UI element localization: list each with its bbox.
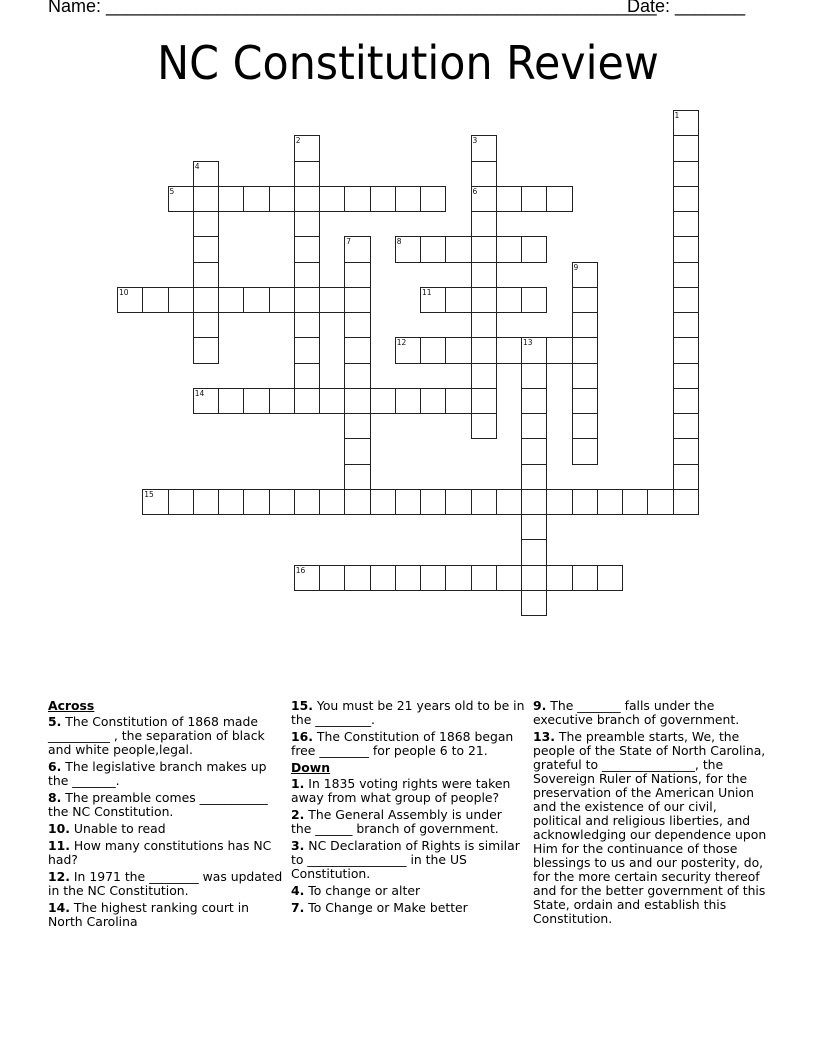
grid-cell[interactable]: [673, 489, 699, 515]
clue-number: 4: [194, 161, 200, 171]
clue-across-8: 8. The preamble comes ___________ the NC Constitution.: [48, 790, 268, 819]
grid-cell[interactable]: [673, 337, 699, 363]
grid-cell[interactable]: [395, 186, 421, 212]
grid-cell[interactable]: [294, 312, 320, 338]
grid-cell[interactable]: [521, 363, 547, 389]
grid-cell[interactable]: [445, 337, 471, 363]
grid-cell[interactable]: [521, 236, 547, 262]
grid-cell[interactable]: [521, 186, 547, 212]
grid-cell[interactable]: [344, 312, 370, 338]
grid-cell[interactable]: [294, 186, 320, 212]
clue-down-2: 2. The General Assembly is under the ______ branch of government.: [291, 807, 502, 836]
grid-cell[interactable]: [319, 489, 345, 515]
grid-cell[interactable]: [142, 287, 168, 313]
grid-cell[interactable]: [370, 388, 396, 414]
grid-cell[interactable]: [344, 388, 370, 414]
grid-cell[interactable]: [521, 590, 547, 616]
grid-cell[interactable]: [218, 388, 244, 414]
grid-cell[interactable]: [193, 262, 219, 288]
grid-cell[interactable]: [572, 388, 598, 414]
grid-cell[interactable]: [243, 388, 269, 414]
grid-cell[interactable]: [370, 186, 396, 212]
clues-column-2: [291, 699, 525, 918]
clue-number: 14: [194, 388, 205, 398]
clue-number: 16: [295, 565, 306, 575]
grid-cell[interactable]: [344, 236, 370, 262]
grid-cell[interactable]: [572, 489, 598, 515]
grid-cell[interactable]: [294, 489, 320, 515]
grid-cell[interactable]: [445, 287, 471, 313]
grid-cell[interactable]: [420, 489, 446, 515]
grid-cell[interactable]: [142, 489, 168, 515]
grid-cell[interactable]: [294, 135, 320, 161]
grid-cell[interactable]: [471, 312, 497, 338]
clue-across-12: 12. In 1971 the ________ was updated in the NC Constitution.: [48, 869, 283, 898]
grid-cell[interactable]: [243, 489, 269, 515]
grid-cell[interactable]: [471, 413, 497, 439]
clue-number: 5: [169, 186, 175, 196]
grid-cell[interactable]: [572, 337, 598, 363]
grid-cell[interactable]: [546, 489, 572, 515]
grid-cell[interactable]: [471, 211, 497, 237]
date-field[interactable]: Date: _______: [627, 0, 746, 16]
grid-cell[interactable]: [445, 236, 471, 262]
clue-across-16: 16. The Constitution of 1868 began free ________ for people 6 to 21.: [291, 729, 514, 758]
grid-cell[interactable]: [218, 186, 244, 212]
grid-cell[interactable]: [471, 363, 497, 389]
grid-cell[interactable]: [168, 489, 194, 515]
grid-cell[interactable]: [572, 413, 598, 439]
grid-cell[interactable]: [546, 565, 572, 591]
clue-across-10: 10. Unable to read: [48, 821, 166, 836]
grid-cell[interactable]: [572, 262, 598, 288]
clue-number: 6: [472, 186, 478, 196]
grid-cell[interactable]: [546, 186, 572, 212]
grid-cell[interactable]: [521, 413, 547, 439]
grid-cell[interactable]: [496, 186, 522, 212]
grid-cell[interactable]: [521, 287, 547, 313]
clue-down-4: 4. To change or alter: [291, 883, 421, 898]
grid-cell[interactable]: [344, 489, 370, 515]
clue-number: 7: [346, 237, 352, 247]
grid-cell[interactable]: [193, 211, 219, 237]
grid-cell[interactable]: [344, 337, 370, 363]
grid-cell[interactable]: [344, 413, 370, 439]
grid-cell[interactable]: [471, 489, 497, 515]
grid-cell[interactable]: [344, 262, 370, 288]
name-field[interactable]: Name: _______________________________________________________: [48, 0, 657, 16]
grid-cell[interactable]: [496, 337, 522, 363]
grid-cell[interactable]: [193, 236, 219, 262]
clues-column-3: [533, 699, 769, 929]
grid-cell[interactable]: [673, 161, 699, 187]
grid-cell[interactable]: [420, 388, 446, 414]
down-heading: Down: [291, 760, 331, 775]
grid-cell[interactable]: [294, 262, 320, 288]
grid-cell[interactable]: [471, 262, 497, 288]
clue-number: 1: [674, 111, 680, 120]
grid-cell[interactable]: [420, 186, 446, 212]
clue-number: 12: [396, 338, 407, 348]
grid-cell[interactable]: [420, 337, 446, 363]
grid-cell[interactable]: [269, 186, 295, 212]
clue-down-7: 7. To Change or Make better: [291, 900, 468, 915]
grid-cell[interactable]: [117, 287, 143, 313]
grid-cell[interactable]: [344, 186, 370, 212]
grid-cell[interactable]: [168, 287, 194, 313]
grid-cell[interactable]: [344, 464, 370, 490]
grid-cell[interactable]: [546, 337, 572, 363]
clue-across-11: 11. How many constitutions has NC had?: [48, 838, 272, 867]
grid-cell[interactable]: [572, 565, 598, 591]
grid-cell[interactable]: [319, 287, 345, 313]
grid-cell[interactable]: [294, 211, 320, 237]
grid-cell[interactable]: [243, 186, 269, 212]
clue-down-13: 13. The preamble starts, We, the people of the State of North Carolina, grateful to _______________, the Sovereign Ruler of Nations, for the preservation of the American Union and the existence of our civil, political and religious liberties, and acknowledging our dependence upon Him for the continuance of those blessings to us and our posterity, do, for the more certain security thereof and for the better government of this State, ordain and establish this Constitution.: [533, 729, 767, 926]
clue-down-9: 9. The _______ falls under the executive branch of government.: [533, 698, 740, 727]
grid-cell[interactable]: [193, 312, 219, 338]
grid-cell[interactable]: [243, 287, 269, 313]
grid-cell[interactable]: [193, 489, 219, 515]
grid-cell[interactable]: [471, 565, 497, 591]
clue-number: 9: [573, 262, 579, 272]
grid-cell[interactable]: [521, 464, 547, 490]
page-title: NC Constitution Review: [157, 36, 659, 90]
clue-number: 3: [472, 136, 478, 146]
grid-cell[interactable]: [269, 489, 295, 515]
grid-cell[interactable]: [673, 312, 699, 338]
grid-cell[interactable]: [395, 236, 421, 262]
clue-number: 8: [396, 237, 402, 247]
grid-cell[interactable]: [521, 539, 547, 565]
grid-cell[interactable]: [647, 489, 673, 515]
grid-cell[interactable]: [471, 186, 497, 212]
clue-down-3: 3. NC Declaration of Rights is similar to ________________ in the US Constitution.: [291, 838, 520, 881]
grid-cell[interactable]: [269, 388, 295, 414]
grid-cell[interactable]: [344, 438, 370, 464]
grid-cell[interactable]: [395, 337, 421, 363]
grid-cell[interactable]: [597, 489, 623, 515]
clue-across-15: 15. You must be 21 years old to be in the _________.: [291, 698, 525, 727]
grid-cell[interactable]: [395, 388, 421, 414]
grid-cell[interactable]: [521, 438, 547, 464]
grid-cell[interactable]: [395, 565, 421, 591]
grid-cell[interactable]: [344, 363, 370, 389]
grid-cell[interactable]: [471, 236, 497, 262]
clue-number: 13: [523, 338, 533, 348]
grid-cell[interactable]: [471, 337, 497, 363]
grid-cell[interactable]: [294, 236, 320, 262]
grid-cell[interactable]: [471, 161, 497, 187]
grid-cell[interactable]: [294, 287, 320, 313]
grid-cell[interactable]: [420, 236, 446, 262]
grid-cell[interactable]: [420, 565, 446, 591]
grid-cell[interactable]: [370, 489, 396, 515]
grid-cell[interactable]: [471, 135, 497, 161]
grid-cell[interactable]: [218, 489, 244, 515]
grid-cell[interactable]: [521, 337, 547, 363]
grid-cell[interactable]: [521, 514, 547, 540]
grid-cell[interactable]: [344, 565, 370, 591]
grid-cell[interactable]: [673, 413, 699, 439]
clue-across-5: 5. The Constitution of 1868 made __________ , the separation of black and white people,legal.: [48, 714, 265, 757]
grid-cell[interactable]: [673, 363, 699, 389]
grid-cell[interactable]: [269, 287, 295, 313]
grid-cell[interactable]: [673, 110, 699, 136]
grid-cell[interactable]: [673, 438, 699, 464]
clue-number: 10: [119, 287, 129, 297]
grid-cell[interactable]: [572, 312, 598, 338]
grid-cell[interactable]: [395, 489, 421, 515]
clue-number: 11: [422, 287, 432, 297]
clues-column-1: [48, 699, 284, 932]
grid-cell[interactable]: [193, 287, 219, 313]
clue-number: 2: [295, 136, 301, 146]
grid-cell[interactable]: [572, 363, 598, 389]
grid-cell[interactable]: [673, 287, 699, 313]
grid-cell[interactable]: [294, 337, 320, 363]
grid-cell[interactable]: [673, 186, 699, 212]
grid-cell[interactable]: [673, 236, 699, 262]
clue-number: 15: [144, 489, 154, 499]
across-heading: Across: [48, 698, 95, 713]
clue-across-6: 6. The legislative branch makes up the _______.: [48, 759, 267, 788]
grid-cell[interactable]: [168, 186, 194, 212]
grid-cell[interactable]: [521, 489, 547, 515]
grid-cell[interactable]: [445, 489, 471, 515]
grid-cell[interactable]: [294, 363, 320, 389]
grid-cell[interactable]: [370, 565, 396, 591]
grid-cell[interactable]: [193, 161, 219, 187]
grid-cell[interactable]: [496, 489, 522, 515]
grid-cell[interactable]: [496, 565, 522, 591]
grid-cell[interactable]: [471, 287, 497, 313]
grid-cell[interactable]: [496, 236, 522, 262]
grid-cell[interactable]: [344, 287, 370, 313]
grid-cell[interactable]: [673, 388, 699, 414]
grid-cell[interactable]: [521, 388, 547, 414]
grid-cell[interactable]: [521, 565, 547, 591]
grid-cell[interactable]: [622, 489, 648, 515]
grid-cell[interactable]: [572, 287, 598, 313]
grid-cell[interactable]: [673, 464, 699, 490]
grid-cell[interactable]: [294, 388, 320, 414]
grid-cell[interactable]: [445, 388, 471, 414]
grid-cell[interactable]: [445, 565, 471, 591]
grid-cell[interactable]: [218, 287, 244, 313]
clue-down-1: 1. In 1835 voting rights were taken away from what group of people?: [291, 776, 511, 805]
grid-cell[interactable]: [193, 388, 219, 414]
grid-cell[interactable]: [319, 388, 345, 414]
grid-cell[interactable]: [597, 565, 623, 591]
grid-cell[interactable]: [471, 388, 497, 414]
grid-cell[interactable]: [572, 438, 598, 464]
grid-cell[interactable]: [294, 161, 320, 187]
grid-cell[interactable]: [420, 287, 446, 313]
grid-cell[interactable]: [193, 337, 219, 363]
grid-cell[interactable]: [496, 287, 522, 313]
grid-cell[interactable]: [673, 135, 699, 161]
grid-cell[interactable]: [193, 186, 219, 212]
clue-across-14: 14. The highest ranking court in North Carolina: [48, 900, 250, 929]
grid-cell[interactable]: [673, 211, 699, 237]
grid-cell[interactable]: [673, 262, 699, 288]
grid-cell[interactable]: [319, 565, 345, 591]
grid-cell[interactable]: [319, 186, 345, 212]
grid-cell[interactable]: [294, 565, 320, 591]
